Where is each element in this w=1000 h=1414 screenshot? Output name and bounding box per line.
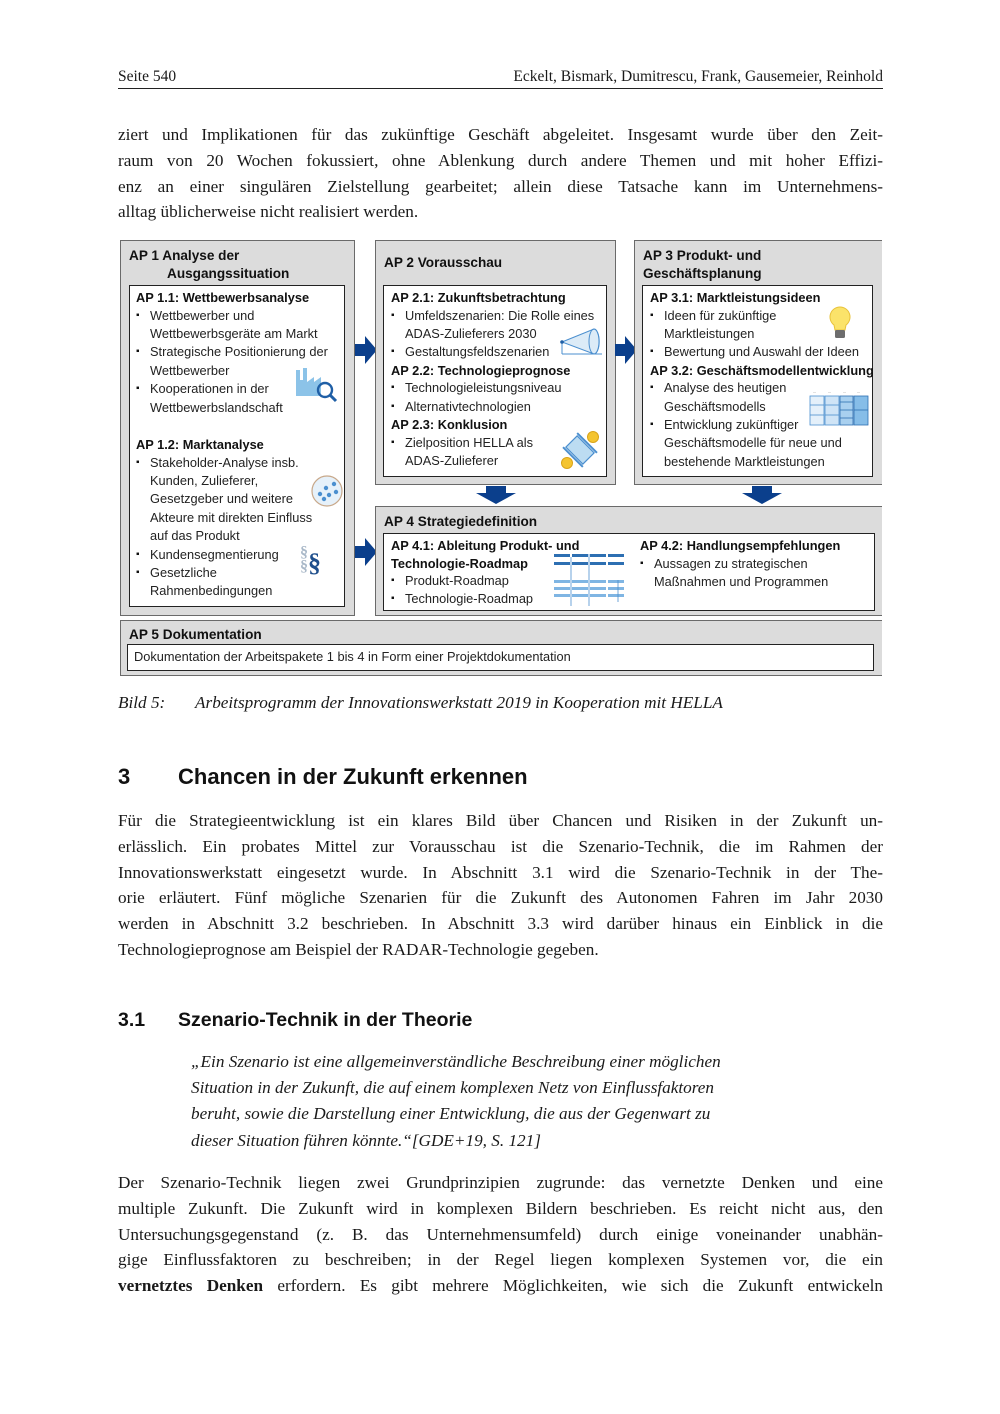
- ap1-content-box: AP 1.1: Wettbewerbsanalyse ▪ Wettbewerber und Wettbewerbsgeräte am Markt ▪ Strategische Positionierung der Wettbewerber ▪ Kooperationen in der Wettbewerbslandschaft AP 1.2: Marktanalyse ▪ Stakeholder-Analyse insb. Kunden, Zulieferer, Gesetzgeber und weitere Akteure mit direkten Einfluss auf das Produkt ▪ Kundensegmentierung ▪ Gesetzliche Rahmenbedingungen § § §: [129, 285, 345, 607]
- ap5-text: Dokumentation der Arbeitspakete 1 bis 4 in Form einer Projektdokumentation: [134, 649, 571, 664]
- bold-term: vernetztes Denken: [118, 1276, 264, 1296]
- bullet-item: ▪ Kooperationen in der: [136, 380, 328, 398]
- ap1-title: [129, 247, 289, 282]
- bullet-item: auf das Produkt: [150, 528, 240, 544]
- bullet-item: Akteure mit direkten Einfluss: [150, 509, 313, 525]
- figure-caption: [118, 693, 723, 713]
- author-list: Eckelt, Bismark, Dumitrescu, Frank, Gausemeier, Reinhold: [513, 68, 883, 85]
- ap4-1-heading: AP 4.1: Ableitung Produkt- und: [391, 538, 580, 553]
- bullet-item: ▪ Aussagen zu strategischen: [640, 555, 840, 573]
- ap5-content-box: [127, 644, 874, 671]
- bullet-item: ▪ Alternativtechnologien: [391, 398, 594, 416]
- bullet-item: ▪ Entwicklung zukünftiger: [650, 416, 874, 434]
- text-line: werden in Abschnitt 3.2 beschrieben. In Abschnitt 3.3 wird darüber hinaus ein Einblick in die: [118, 914, 883, 934]
- svg-text:---: ---: [843, 390, 846, 394]
- bullet-item: ▪ Zielposition HELLA als: [391, 434, 594, 452]
- bullet-item: ▪ Kundensegmentierung: [136, 546, 312, 564]
- text-line: erlässlich. Ein probates Mittel zur Vorausschau ist die Szenario-Technik, die im Rahmen der: [118, 836, 883, 856]
- bullet-item: Wettbewerbslandschaft: [150, 399, 283, 415]
- ap4-panel: [375, 506, 882, 616]
- bullet-item: Marktleistungen: [664, 325, 755, 341]
- bullet-item: Kunden, Zulieferer,: [150, 472, 259, 488]
- satellite-link-icon: [560, 430, 600, 470]
- ap5-panel: [120, 620, 882, 676]
- bullet-item: ▪ Gesetzliche: [136, 564, 312, 582]
- stakeholder-network-icon: [310, 474, 344, 508]
- ap2-2-heading: AP 2.2: Technologieprognose: [391, 362, 571, 378]
- ap1-1-heading: AP 1.1: Wettbewerbsanalyse: [136, 290, 310, 305]
- section-title: Chancen in der Zukunft erkennen: [178, 764, 528, 789]
- ap3-content-box: [642, 285, 873, 477]
- quote-line: „Ein Szenario ist eine allgemeinverständliche Beschreibung einer möglichen: [191, 1052, 721, 1071]
- arrow-right-icon: [355, 538, 377, 566]
- arrow-down-icon: [476, 486, 516, 504]
- ap5-title: AP 5 Dokumentation: [129, 627, 262, 642]
- ap3-2-heading: AP 3.2: Geschäftsmodellentwicklung: [650, 362, 874, 378]
- running-header: [118, 66, 883, 89]
- ap1-title-line: Ausgangssituation: [167, 265, 290, 281]
- bullet-item: ▪ Produkt-Roadmap: [391, 572, 579, 590]
- text-line: orie erläutert. Fünf mögliche Szenarien für die Zukunft des Autonomen Fahren im Jahr 2030: [118, 888, 883, 908]
- text-line: ziert und Implikationen für das zukünftige Geschäft abgeleitet. Insgesamt wurde über den Zeit-: [118, 125, 883, 144]
- definition-quote: [191, 1049, 811, 1154]
- factory-search-icon: [294, 362, 340, 404]
- subsection-number: 3.1: [118, 1009, 146, 1031]
- bullet-item: ▪ Ideen für zukünftige: [650, 307, 874, 325]
- bullet-item: ▪ Technologieleistungsniveau: [391, 379, 594, 397]
- bullet-item: Geschäftsmodelle für neue und: [664, 435, 842, 451]
- section-number: 3: [118, 764, 131, 789]
- text-line: Untersuchungsgegenstand (z. B. das Unternehmensumfeld) durch einige voneinander unabhän-: [118, 1224, 883, 1244]
- bullet-item: Geschäftsmodells: [664, 398, 766, 414]
- ap2-panel: [375, 240, 616, 485]
- quote-line: Situation in der Zukunft, die auf einem komplexen Netz von Einflussfaktoren: [191, 1078, 715, 1098]
- text-line: enz an einer singulären Zielstellung gearbeitet; allein diese Tatsache kann im Unternehmens-: [118, 176, 883, 196]
- ap3-panel: [634, 240, 882, 485]
- section3-paragraph: [118, 808, 883, 963]
- quote-line: dieser Situation führen könnte.“[GDE+19, S. 121]: [191, 1130, 541, 1150]
- bullet-item: Gesetzgeber und weitere: [150, 491, 293, 507]
- text-line: Für die Strategieentwicklung ist ein klares Bild über Chancen und Risiken in der Zukunft un-: [118, 811, 883, 830]
- scenario-funnel-icon: [560, 326, 604, 356]
- bullet-item: Maßnahmen und Programmen: [654, 573, 829, 589]
- bullet-item: ADAS-Zulieferers 2030: [405, 325, 537, 341]
- text-line: multiple Zukunft. Die Zukunft wird in komplexen Bildern beschrieben. Es reicht nicht aus, den: [118, 1198, 883, 1218]
- bullet-item: ▪ Bewertung und Auswahl der Ideen: [650, 343, 874, 361]
- bullet-item: ▪ Wettbewerber und: [136, 307, 328, 325]
- ap2-3-heading: AP 2.3: Konklusion: [391, 417, 508, 433]
- ap3-title-line: AP 3 Produkt- und: [643, 248, 762, 263]
- bullet-item: ▪ Stakeholder-Analyse insb.: [136, 454, 312, 472]
- svg-text:---: ---: [828, 390, 831, 394]
- text-line: alltag üblicherweise nicht realisiert werden.: [118, 202, 419, 222]
- section31-paragraph: [118, 1170, 883, 1299]
- ap1-2-heading: AP 1.2: Marktanalyse: [136, 437, 264, 452]
- work-program-diagram: [118, 238, 881, 678]
- bullet-item: Rahmenbedingungen: [150, 583, 273, 599]
- arrow-down-icon: [742, 486, 782, 504]
- ap4-2-heading: AP 4.2: Handlungsempfehlungen: [640, 538, 841, 553]
- bullet-item: ▪ Gestaltungsfeldszenarien: [391, 343, 594, 361]
- subsection-heading: [118, 1009, 472, 1032]
- text-line: [118, 1273, 883, 1299]
- caption-text: Arbeitsprogramm der Innovationswerkstatt 2019 in Kooperation mit HELLA: [195, 693, 723, 712]
- bullet-item: Wettbewerbsgeräte am Markt: [150, 325, 318, 341]
- ap4-1-heading: Technologie-Roadmap: [391, 555, 528, 571]
- ap3-title: [643, 247, 762, 282]
- ap1-panel: [120, 240, 355, 616]
- ap2-1-heading: AP 2.1: Zukunftsbetrachtung: [391, 290, 566, 305]
- bullet-item: ADAS-Zulieferer: [405, 452, 499, 468]
- text-line: Technologieprognose am Beispiel der RADAR-Technologie gegeben.: [118, 939, 599, 959]
- bullet-item: ▪ Umfeldszenarien: Die Rolle eines: [391, 307, 594, 325]
- text-line: Der Szenario-Technik liegen zwei Grundprinzipien zugrunde: das vernetzte Denken und eine: [118, 1173, 883, 1192]
- svg-text:---: ---: [857, 390, 860, 394]
- business-model-canvas-icon: [809, 390, 869, 426]
- page-number: Seite 540: [118, 68, 177, 85]
- subsection-title: Szenario-Technik in der Theorie: [178, 1009, 473, 1031]
- section-heading: [118, 764, 528, 790]
- bullet-item: ▪ Strategische Positionierung der: [136, 343, 328, 361]
- ap3-1-heading: AP 3.1: Marktleistungsideen: [650, 290, 821, 305]
- svg-text:---: ---: [813, 390, 816, 394]
- intro-paragraph: [118, 122, 883, 225]
- text-fragment: erfordern. Es gibt mehrere Möglichkeiten, wie sich die Zukunft entwickeln: [263, 1276, 883, 1296]
- ap4-content-box: [383, 533, 875, 611]
- text-line: Innovationswerkstatt eingesetzt wurde. In Abschnitt 3.1 wird die Szenario-Technik in der The-: [118, 862, 883, 882]
- ap2-title: AP 2 Vorausschau: [384, 255, 503, 270]
- caption-label: Bild 5:: [118, 693, 166, 712]
- bullet-item: Wettbewerber: [150, 362, 230, 378]
- ap3-title-line: Geschäftsplanung: [643, 265, 762, 281]
- ap4-title: AP 4 Strategiedefinition: [384, 514, 538, 529]
- quote-line: beruht, sowie die Darstellung einer Entwicklung, die aus der Gegenwart zu: [191, 1104, 711, 1124]
- arrow-right-icon: [355, 336, 377, 364]
- ap2-content-box: [383, 285, 607, 477]
- bullet-item: ▪ Analyse des heutigen: [650, 379, 874, 397]
- bullet-item: bestehende Marktleistungen: [664, 453, 825, 469]
- bullet-item: ▪ Technologie-Roadmap: [391, 590, 579, 608]
- text-line: gige Einflussfaktoren zu beschreiben; in der Regel liegen komplexen Systemen vor, die ein: [118, 1250, 883, 1270]
- text-line: raum von 20 Wochen fokussiert, ohne Ablenkung durch andere Themen und mit hoher Effizi-: [118, 150, 883, 170]
- lightbulb-icon: [829, 306, 851, 340]
- roadmap-icon: [554, 552, 626, 606]
- ap1-title-line: AP 1 Analyse der: [129, 248, 240, 263]
